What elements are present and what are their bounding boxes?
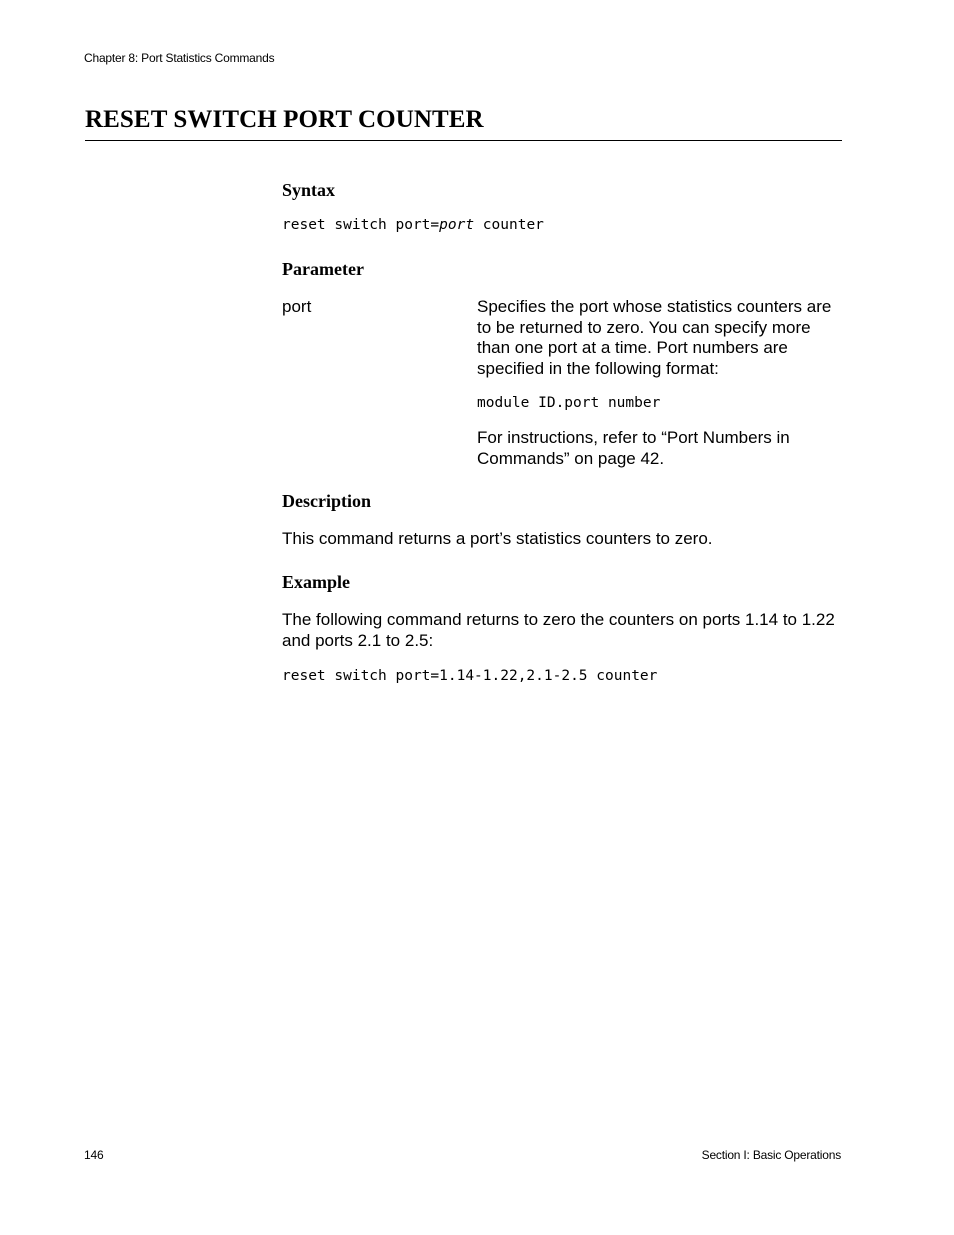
section-footer: Section I: Basic Operations <box>701 1148 841 1162</box>
parameter-reference: For instructions, refer to “Port Numbers in Commands” on page 42. <box>477 428 790 468</box>
syntax-command <box>282 217 544 233</box>
parameter-description: Specifies the port whose statistics counters are to be returned to zero. You can specify more than one port at a time. Port numbers are specified in the following format: <box>477 297 832 378</box>
example-command: reset switch port=1.14-1.22,2.1-2.5 counter <box>282 668 658 684</box>
parameter-format: module ID.port number <box>477 395 661 411</box>
description-heading: Description <box>282 491 371 511</box>
page-title: RESET SWITCH PORT COUNTER <box>85 106 484 133</box>
title-rule <box>85 140 842 141</box>
syntax-command-variable: port <box>439 217 475 233</box>
syntax-command-suffix: counter <box>474 217 544 233</box>
syntax-command-prefix: reset switch port= <box>282 217 440 233</box>
example-text: The following command returns to zero the counters on ports 1.14 to 1.22 and ports 2.1 to 2.5: <box>282 610 835 650</box>
parameter-heading: Parameter <box>282 259 364 279</box>
example-heading: Example <box>282 572 351 592</box>
syntax-heading: Syntax <box>282 180 336 200</box>
running-header: Chapter 8: Port Statistics Commands <box>84 51 275 65</box>
parameter-name: port <box>282 297 312 316</box>
description-text: This command returns a port’s statistics counters to zero. <box>282 529 713 548</box>
page-number: 146 <box>84 1148 104 1162</box>
